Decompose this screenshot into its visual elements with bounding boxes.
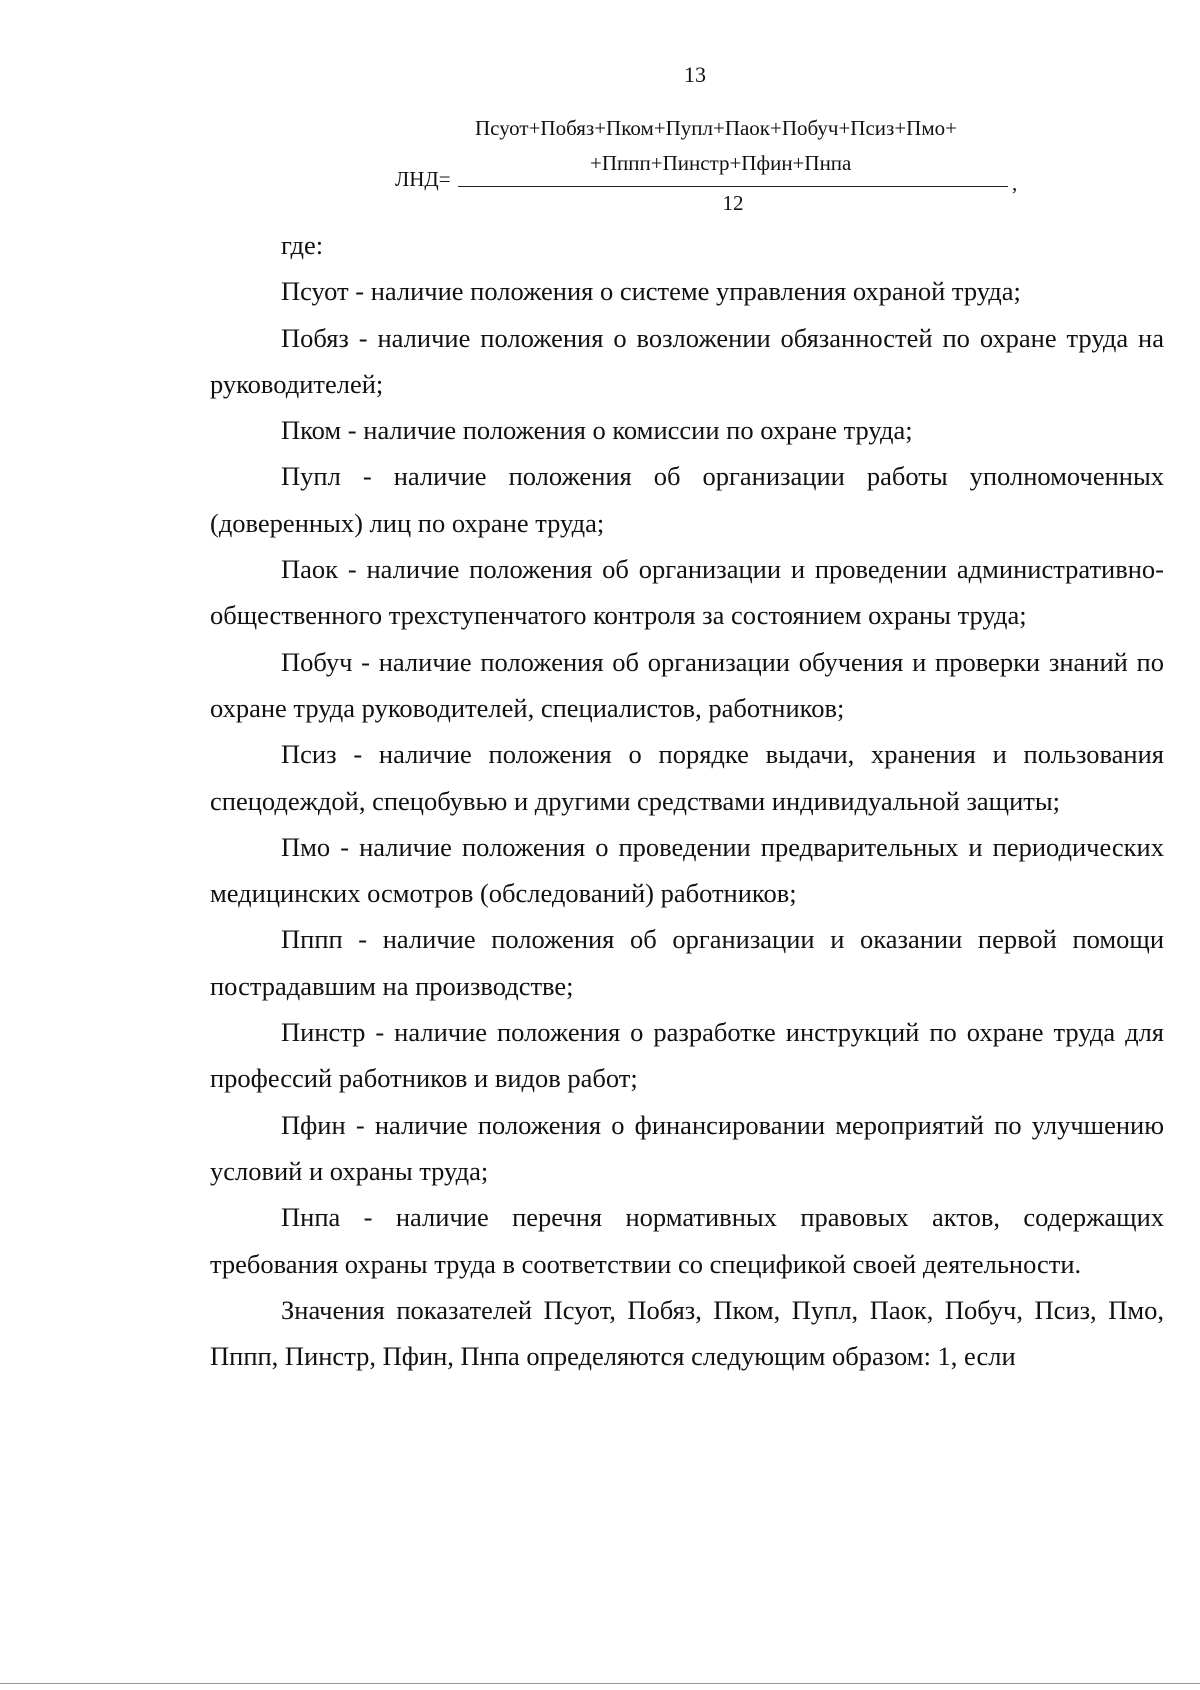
formula-lhs: ЛНД= — [395, 167, 451, 191]
formula-comma: , — [1012, 171, 1018, 195]
formula-numerator-line-1: Псуот+Побяз+Пком+Пупл+Паок+Побуч+Псиз+Пмо+ — [475, 116, 957, 140]
indicator-values-paragraph: Значения показателей Псуот, Побяз, Пком, Пупл, Паок, Побуч, Псиз, Пмо, Пппп, Пинстр, Пфин, Пнпа определяются следующим образом: 1, если — [210, 1294, 1164, 1372]
definition-pobuch: Побуч - наличие положения об организации обучения и проверки знаний по охране труда руководителей, специалистов, работников; — [210, 646, 1164, 723]
definition-pppp: Пппп - наличие положения об организации и оказании первой помощи пострадавшим на производстве; — [210, 924, 1164, 1001]
page-bottom-edge — [0, 1683, 1200, 1684]
definition-pnpa: Пнпа - наличие перечня нормативных правовых актов, содержащих требования охраны труда в соответствии со спецификой своей деятельности. — [210, 1202, 1164, 1279]
definition-pupl: Пупл - наличие положения об организации работы уполномоченных (доверенных) лиц по охране труда; — [210, 461, 1164, 538]
fraction-bar — [458, 186, 1008, 187]
definition-pinstr: Пинстр - наличие положения о разработке инструкций по охране труда для профессий работников и видов работ; — [210, 1017, 1164, 1094]
formula-lnd — [395, 116, 1045, 226]
document-body — [210, 222, 1164, 1379]
definition-paok: Паок - наличие положения об организации и проведении административно-общественного трехступенчатого контроля за состоянием охраны труда; — [210, 554, 1164, 631]
formula-denominator: 12 — [722, 191, 744, 215]
formula-numerator-line-2: +Пппп+Пинстр+Пфин+Пнпа — [590, 151, 852, 175]
definition-pobyaz: Побяз - наличие положения о возложении обязанностей по охране труда на руководителей; — [210, 322, 1164, 399]
definition-psuot: Псуот - наличие положения о системе управления охраной труда; — [281, 276, 1021, 307]
definition-pmo: Пмо - наличие положения о проведении предварительных и периодических медицинских осмотров (обследований) работников; — [210, 831, 1164, 909]
definition-psiz: Псиз - наличие положения о порядке выдачи, хранения и пользования спецодеждой, спецобувью и другими средствами индивидуальной защиты; — [210, 739, 1164, 816]
page-number: 13 — [684, 62, 706, 87]
definition-pfin: Пфин - наличие положения о финансировании мероприятий по улучшению условий и охраны труда; — [210, 1109, 1164, 1186]
where-label: где: — [281, 230, 324, 260]
definition-pkom: Пком - наличие положения о комиссии по охране труда; — [281, 415, 913, 446]
